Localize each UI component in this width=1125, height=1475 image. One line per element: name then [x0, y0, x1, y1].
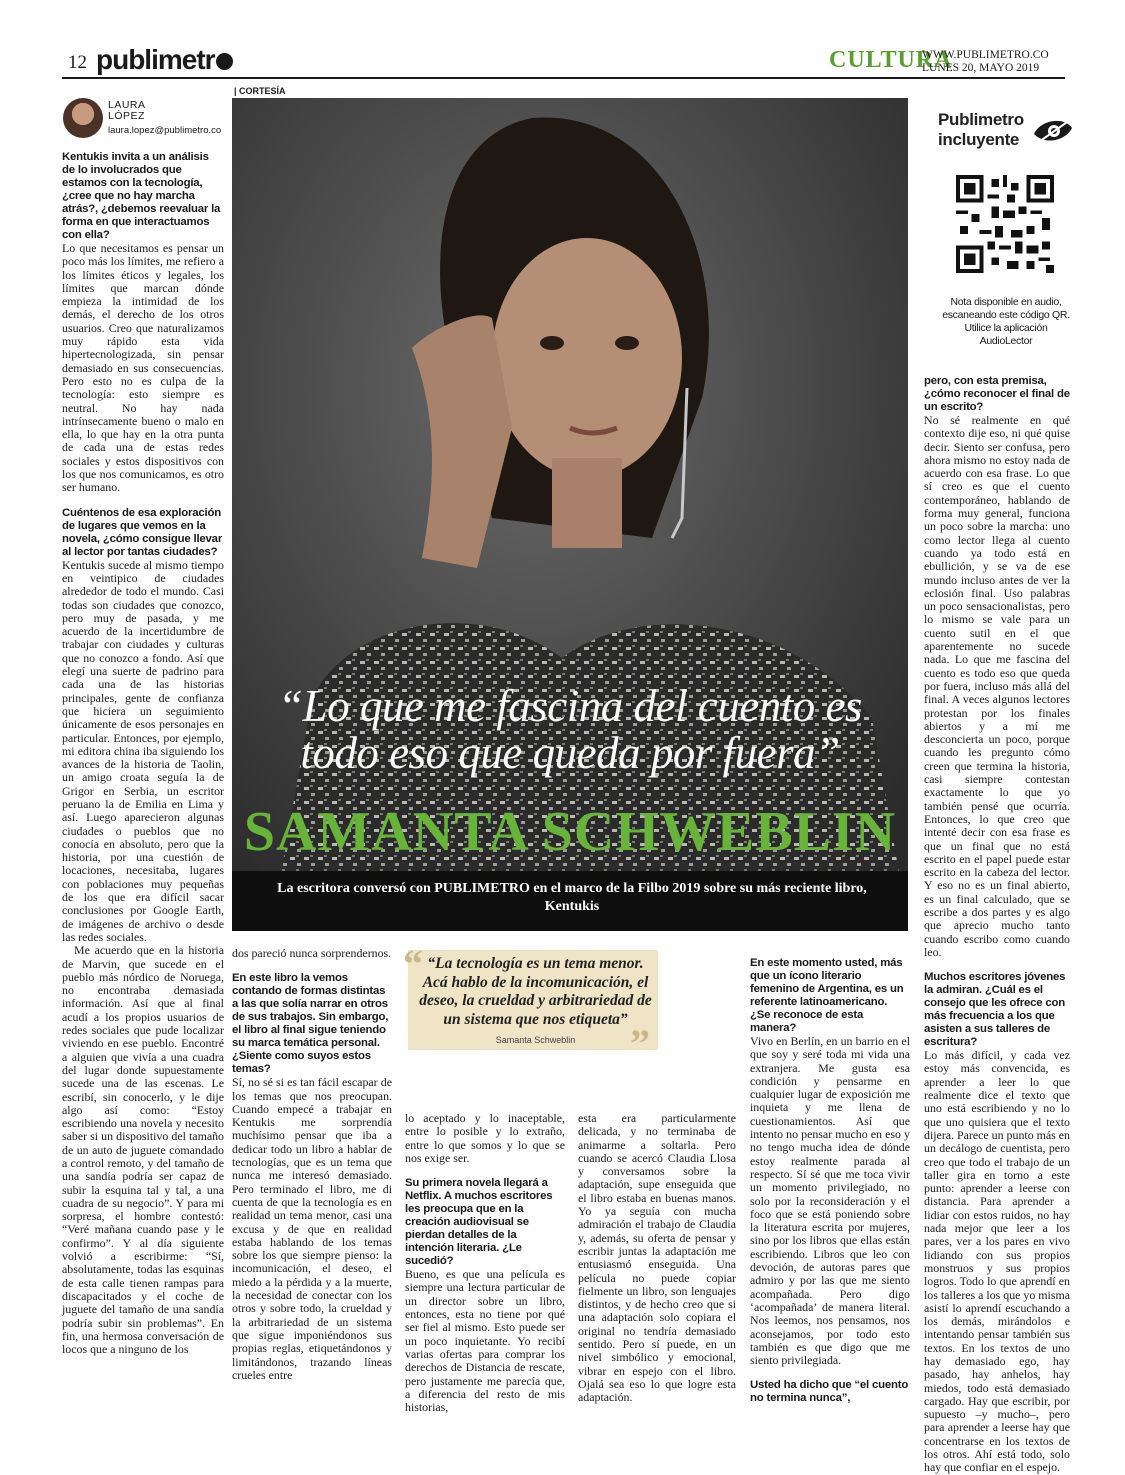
logo-text: publimetr	[96, 44, 215, 75]
question-4: Su primera novela llegará a Netflix. A muchos escritores les preocupa que en la creación audiovisual se pierdan detalles de la intención literaria. ¿Le sucedió?	[405, 1177, 553, 1268]
answer-2: Kentukis sucede al mismo tiempo en veintipico de ciudades alrededor de todo el mundo. Casi todas son ciudades que conozco, pero muy de pasada, y me acuerdo de la incertidumbre de trabajar con ciudades y culturas que no conozco a fondo. Así que elegí una suerte de padrino para cada una de las historias principales, gente de confianza que hiciera un seguimiento únicamente de esos personajes en particular. Entonces, por ejemplo, mi editora china iba siguiendo los avances de la historia de Taolin, un amigo croata seguía la de Grigor en Serbia, un escritor peruano la de Emilia en Lima y así. Luego aparecieron algunas ciudades o pueblos que no conocía en absoluto, pero que la historia, por una cuestión de locaciones, necesitaba, lugares con poblaciones muy pequeñas de los que era difícil sacar conclusiones por Google Earth, de imágenes de archivo o desde las redes sociales.	[62, 557, 224, 944]
article-column-4	[578, 1112, 736, 1405]
answer-3: Sí, no sé si es tan fácil escapar de los temas que nos preocupan. Cuando empecé a trabajar en Kentukis me sorprendía muchísimo pensar que iba a dedicar todo un libro a hablar de tecnologías, que es un tema que nunca me interesó demasiado. Pero terminado el libro, me di cuenta de que la tecnología es en realidad un tema menor, casi una excusa y de que en realidad estaba hablando de los temas sobre los que siempre pienso: la incomunicación, el deseo, el miedo a la pérdida y a la muerte, la necesidad de conectar con los otros y sobre todo, la crueldad y la arbitrariedad de un sistema que sigue imponiéndonos sus propias reglas, etiquetándonos y limitándonos, trazando líneas crueles entre	[232, 1075, 392, 1382]
question-6b: Muchos escritores jóvenes la admiran. ¿Cuál es el consejo que les ofrece con más frecuencia a los que asisten a sus talleres de escritura?	[924, 971, 1066, 1049]
section-name: CULTURA	[829, 47, 953, 73]
author-avatar	[63, 98, 103, 138]
question-5: En este momento usted, más que un ícono literario femenino de Argentina, es un referente latinoamericano. ¿Se reconoce de esta manera?	[750, 957, 904, 1034]
answer-5: Vivo en Berlín, en un barrio en el que soy y seré toda mi vida una extranjera. Me gusta esa condición y pensarme en cualquier lugar de exposición me inquieta y me llena de cuestionamientos. Así que intento no pensar mucho en eso y no tengo mucha idea de dónde estoy realmente parada al respecto. Sí sé que me toca vivir un momento privilegiado, no solo por la reconsideración y el foco que se está poniendo sobre la literatura escrita por mujeres, sino por los libros que ellas están escribiendo. Libros que leo con devoción, de autoras pares que admiro y por las que me siento acompañada. Pero digo ‘acompañada’ de manera literal. Nos leemos, nos pensamos, nos aconsejamos, por todo esto también es que digo que me siento privilegiada.	[750, 1034, 910, 1368]
inclusive-title-line-1: Publimetro	[938, 110, 1024, 129]
site-url: WWW.PUBLIMETRO.CO	[922, 49, 1049, 61]
pull-quote-text: “La tecnología es un tema menor. Acá hablo de la incomunicación, el deseo, la crueldad y arbitrariedad de un sistema que nos etiqueta”	[419, 955, 652, 1028]
site-url-date	[922, 49, 1049, 75]
answer-6a: No sé realmente en qué contexto dije eso, ni qué quise decir. Siento ser confusa, pero ahora mismo no estoy nada de acuerdo con esa frase. Lo que sí creo es que el cuento contemporáneo, hablando de forma muy general, funciona un poco sobre la marcha: uno como lector llega al cuento cuando ya todo está en ebullición, y se va de ese mundo incluso antes de ver la eclosión final. Uso palabras un poco sensacionalistas, pero lo mismo se vale para un cuento sutil en el que aparentemente no sucede nada. Lo que me fascina del cuento es todo eso que queda por fuera, incluso más allá del final. A veces algunos lectores protestan por los finales abiertos y a mí me desconcierta un poco, porque cuando les pregunto cómo creen que termina la historia, casi siempre contestan exactamente lo que yo también pensé que ocurría. Entonces, lo que creo que intenté decir con esa frase es que un final que no está escrito en el papel puede estar escrito en la cabeza del lector. Y eso no es un final abierto, es un final calculado, que se escribe a dos partes y es algo que aprecio mucho tanto cuando escribo como cuando leo.	[924, 413, 1070, 959]
ear-icon	[1030, 114, 1076, 150]
qr-note: Nota disponible en audio, escaneando este código QR. Utilice la aplicación AudioLector	[942, 296, 1070, 347]
inclusive-title-line-2: incluyente	[938, 130, 1020, 149]
author-email: laura.lopez@publimetro.co	[108, 125, 222, 136]
answer-1: Lo que necesitamos es pensar un poco más los límites, me refiero a los límites éticos y legales, los límites que marcan dónde empieza la intimidad de los demás, el derecho de los otros usuarios. Creo que naturalizamos muy rápido esta vida hipertecnologizada, sin pensar demasiado en sus consecuencias. Pero esto no es culpa de la tecnología: esto siempre es neutral. No hay nada intrínsecamente bueno o malo en ella, lo que hay en la otra punta de cada una de estas redes sociales y estos dispositivos con los que nos comunicamos, es otro ser humano.	[62, 241, 224, 495]
quote-close-icon: ”	[630, 1021, 650, 1066]
header-divider	[62, 77, 1065, 79]
answer-2a-continued: dos pareció nunca sorprendernos.	[232, 946, 392, 960]
answer-3-continued: lo aceptado y lo inaceptable, entre lo posible y lo extraño, entre lo que somos y lo que se nos exige ser.	[405, 1111, 565, 1165]
question-1: Kentukis invita a un análisis de lo involucrados que estamos con la tecnología, ¿cree que no hay marcha atrás?, ¿debemos reevaluar la forma en que interactuamos con ella?	[62, 151, 221, 241]
inclusive-title	[938, 110, 1024, 150]
question-6-start: Usted ha dicho que “el cuento no termina nunca”,	[750, 1379, 909, 1405]
page-number: 12	[68, 52, 87, 73]
qr-code-icon[interactable]	[956, 175, 1054, 273]
quote-open-icon: “	[403, 941, 423, 986]
pull-quote-attribution: Samanta Schweblin	[495, 1035, 576, 1045]
logo-globe-icon	[216, 53, 233, 70]
answer-6b: Lo más difícil, y cada vez estoy más convencida, es aprender a leer lo que realmente dice el texto que uno está escribiendo y no lo que uno quisiera que el texto dijera. Parece un punto más en un decálogo de cuentista, pero creo que todo el trabajo de un taller gira en torno a este punto: aprender a leerse con distancia. Para aprender a lidiar con estos ruidos, no hay nada mejor que leer a los pares, ver a los pares en vivo lidiando con sus propios monstruos y sus propios logros. Todo lo que aprendí en los talleres a los que yo misma asistí lo aprendí escuchando a los demás, mirándolos e intentando pensar también sus textos. En los textos de uno hay demasiado ego, hay pasado, hay anhelos, hay miedos, todo está demasiado cargado. Hay que escribir, por supuesto –y mucho–, pero para aprender a leerse hay que concentrarse en los textos de los otros. Ahí está todo, solo hay que confiar en el espejo.	[924, 1048, 1070, 1475]
article-column-3	[405, 1112, 565, 1414]
publimetro-logo	[96, 44, 233, 76]
headline-name: SAMANTA SCHWEBLIN	[243, 801, 897, 863]
issue-date: LUNES 20, MAYO 2019	[922, 62, 1040, 74]
photo-credit: | CORTESÍA	[234, 86, 286, 96]
author-first-name: LAURA	[108, 99, 146, 111]
article-column-2	[232, 947, 392, 1382]
author-name	[108, 100, 146, 122]
question-2: Cuéntenos de esa exploración de lugares que vemos en la novela, ¿cómo consigue llevar al lector por tantas ciudades?	[62, 506, 223, 558]
headline-quote: “Lo que me fascina del cuento es todo eso que queda por fuera”	[278, 681, 862, 778]
answer-2-continued: Me acuerdo que en la historia de Marvin, que sucede en el pueblo más nórdico de Noruega, no encontraba demasiada información. Así que al final acudí a los propios usuarios de redes sociales que pude localizar viviendo en ese pueblo. Encontré a alguien que vivía a una cuadra del lugar donde supuestamente sucede una de las escenas. Le escribí, sin conocerlo, y le dije algo así como: “Estoy escribiendo una novela y necesito saber si un dispositivo del tamaño de un auto de juguete comandado a control remoto, y del tamaño de una sandía podría ser capaz de subir la esquina tal y tal, a una cuadra de su negocio”. Y para mi sorpresa, el hombre contestó: “Veré mañana cuando pase y le confirmo”. Y al día siguiente volvió a escribirme: “Sí, absolutamente, todas las esquinas de esta calle tienen rampas para discapacitados y el coche de juguete del tamaño de una sandía podría subir sin problemas”. En fin, una hermosa conversación de locos que a ninguno de los	[62, 943, 224, 1357]
question-6a: pero, con esta premisa, ¿cómo reconocer el final de un escrito?	[924, 375, 1070, 413]
question-3: En este libro la vemos contando de formas distintas a las que solía narrar en otros de sus trabajos. Sin embargo, el libro al final sigue teniendo su marca temática personal. ¿Siente como suyos estos temas?	[232, 972, 389, 1076]
answer-4-continued: esta era particularmente delicada, y no terminaba de animarme a soltarla. Pero cuando se acercó Claudia Llosa y conversamos sobre la adaptación, supe enseguida que el libro estaba en buenas manos. Yo ya seguía con mucha admiración el trabajo de Claudia y, además, su oferta de pensar y escribir juntas la adaptación me entusiasmó enseguida. Una película no puede copiar fielmente un libro, son lenguajes distintos, y de hecho creo que si una adaptación solo copiara el original no tendría demasiado sentido. Pero sí puede, en un nivel simbólico y emocional, vibrar en espejo con el libro. Ojalá sea eso lo que logre esta adaptación.	[578, 1111, 736, 1405]
article-deck: La escritora conversó con PUBLIMETRO en el marco de la Filbo 2019 sobre su más reciente libro, Kentukis	[277, 881, 867, 914]
author-last-name: LÓPEZ	[108, 110, 145, 122]
article-column-1	[62, 151, 224, 1356]
article-column-6	[924, 375, 1070, 1475]
article-column-5	[750, 957, 910, 1405]
answer-4: Bueno, es que una película es siempre una lectura particular de un director sobre un libro, entonces, esta no tiene por qué ser fiel al mismo. Esto puede ser un poco inquietante. Yo recibí varias ofertas para comprar los derechos de Distancia de rescate, pero justamente me parecía que, a diferencia del resto de mis historias,	[405, 1267, 565, 1415]
